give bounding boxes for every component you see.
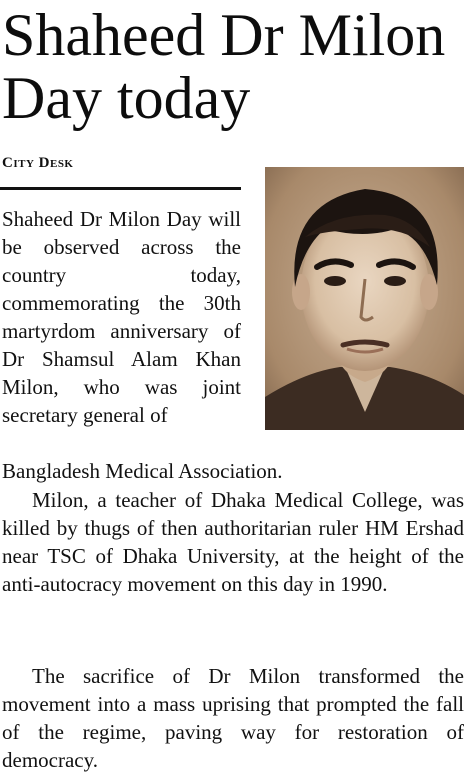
paragraph-2: Milon, a teacher of Dhaka Medical College, was killed by thugs of then authoritarian ruler HM Ershad near TSC of Dhaka University, at the height of the anti-autocracy movement on this day in 1990. — [2, 488, 464, 596]
paragraph-1-column: Shaheed Dr Milon Day will be observed across the country today, commemorating the 30th martyrdom anniversary of Dr Shamsul Alam Khan Milon, who was joint secretary general of — [2, 207, 241, 427]
byline-rule — [0, 187, 241, 190]
byline: City Desk — [2, 155, 74, 171]
portrait-photo — [265, 167, 464, 430]
headline: Shaheed Dr Milon Day today — [2, 2, 446, 131]
portrait-image — [265, 167, 464, 430]
paragraph-3: The sacrifice of Dr Milon transformed the movement into a mass uprising that prompted the fall of the regime, paving way for restoration of democracy. — [2, 664, 464, 772]
paragraph-1-tail: Bangladesh Medical Association. — [2, 459, 283, 483]
